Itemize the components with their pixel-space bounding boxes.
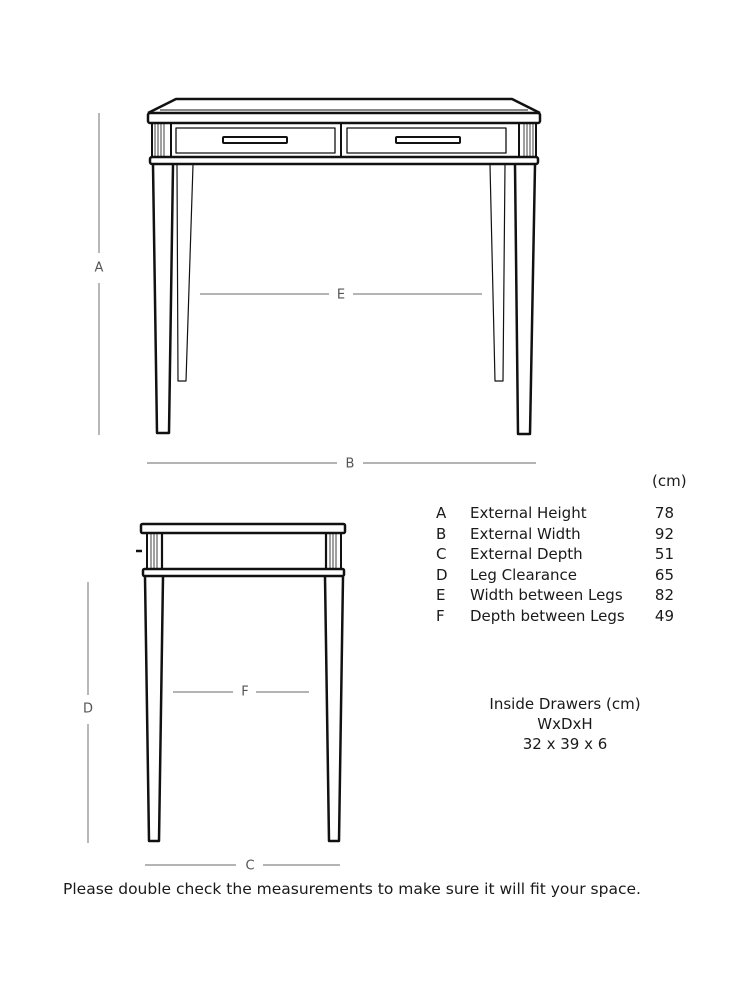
left-drawer (176, 128, 335, 153)
spec-name: Leg Clearance (470, 565, 578, 584)
spec-row (436, 544, 674, 565)
spec-value: 49 (654, 606, 674, 625)
front-view (148, 99, 540, 434)
spec-value: 65 (654, 565, 674, 584)
spec-row (436, 524, 674, 545)
spec-code: A (436, 504, 447, 522)
spec-value: 82 (654, 586, 674, 605)
spec-row (436, 503, 674, 524)
dimension-label-d: D (82, 701, 94, 717)
spec-row (436, 606, 674, 627)
unit-label: (cm) (652, 472, 687, 490)
spec-name: Depth between Legs (470, 606, 625, 625)
inside-drawers-title: Inside Drawers (cm) (489, 695, 641, 713)
spec-value: 51 (654, 545, 674, 564)
spec-value: 78 (654, 504, 674, 522)
dimension-label-a: A (94, 260, 104, 276)
dimension-label-f: F (241, 684, 249, 700)
spec-name: External Depth (470, 545, 583, 564)
spec-code: F (436, 606, 445, 625)
spec-row (436, 585, 674, 606)
side-view (136, 524, 345, 841)
spec-code: B (436, 524, 447, 543)
disclaimer-note: Please double check the measurements to make sure it will fit your space. (63, 880, 641, 898)
inside-drawers-value: 32 x 39 x 6 (522, 735, 608, 753)
spec-code: E (436, 586, 446, 605)
inside-drawers-format: WxDxH (537, 715, 593, 733)
spec-code: D (436, 565, 448, 584)
specs-table (436, 503, 674, 627)
right-drawer (347, 128, 506, 153)
right-drawer-handle (396, 137, 460, 143)
spec-name: External Width (470, 524, 581, 543)
dimension-label-c: C (245, 858, 255, 874)
spec-name: External Height (470, 504, 587, 522)
inside-drawers-info (465, 694, 665, 754)
spec-row (436, 565, 674, 586)
spec-code: C (436, 545, 447, 564)
spec-value: 92 (654, 524, 674, 543)
left-drawer-handle (223, 137, 287, 143)
dimension-label-e: E (336, 287, 346, 303)
dimension-label-b: B (345, 456, 355, 472)
spec-name: Width between Legs (470, 586, 623, 605)
